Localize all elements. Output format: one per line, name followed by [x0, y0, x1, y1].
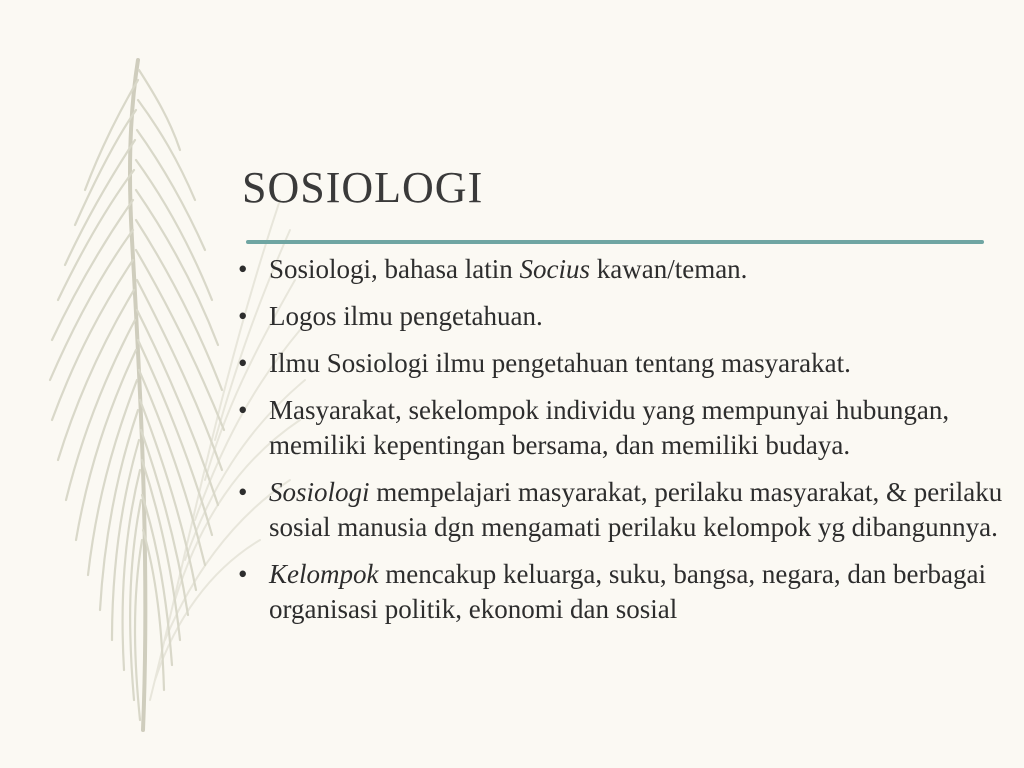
bullet-icon: • [238, 254, 248, 284]
bullet-emphasis: Socius [519, 254, 590, 284]
bullet-icon: • [238, 559, 248, 589]
bullet-text: Ilmu Sosiologi ilmu pengetahuan tentang masyarakat. [269, 348, 851, 378]
bullet-text: Sosiologi, bahasa latin [269, 254, 520, 284]
title-divider [246, 240, 984, 244]
bullet-icon: • [238, 395, 248, 425]
bullet-emphasis: Sosiologi [269, 477, 370, 507]
bullet-text: mencakup keluarga, suku, bangsa, negara, dan berbagai organisasi politik, ekonomi dan sosial [269, 559, 986, 624]
bullet-list [238, 252, 1008, 639]
bullet-text: Logos ilmu pengetahuan. [269, 301, 543, 331]
bullet-text: Masyarakat, sekelompok individu yang mempunyai hubungan, memiliki kepentingan bersama, dan memiliki budaya. [269, 395, 950, 460]
list-item [238, 346, 1008, 381]
bullet-text: mempelajari masyarakat, perilaku masyarakat, & perilaku sosial manusia dgn mengamati perilaku kelompok yg dibangunnya. [269, 477, 1003, 542]
list-item [238, 299, 1008, 334]
bullet-emphasis: Kelompok [269, 559, 379, 589]
list-item [238, 252, 1008, 287]
bullet-icon: • [238, 477, 248, 507]
bullet-icon: • [238, 301, 248, 331]
list-item [238, 475, 1008, 545]
bullet-text: kawan/teman. [589, 254, 748, 284]
list-item [238, 393, 1008, 463]
bullet-icon: • [238, 348, 248, 378]
page-title: SOSIOLOGI [242, 163, 484, 212]
list-item [238, 557, 1008, 627]
